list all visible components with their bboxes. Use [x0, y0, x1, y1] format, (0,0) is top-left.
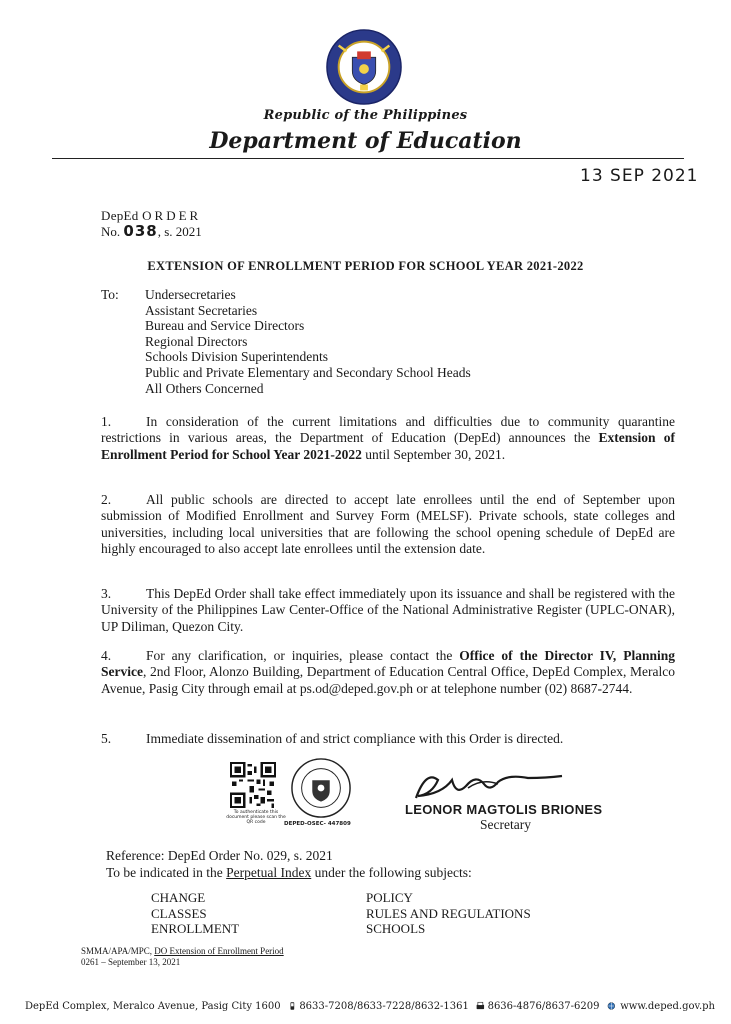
subjects-right [366, 890, 531, 937]
initials-doc: DO Extension of Enrollment Period [154, 946, 284, 956]
deped-seal-stamp [290, 757, 352, 819]
republic-heading: Republic of the Philippines [263, 108, 468, 123]
subject-item: SCHOOLS [366, 921, 426, 936]
reference-line: Reference: DepEd Order No. 029, s. 2021 [106, 848, 333, 863]
subject-item: ENROLLMENT [151, 921, 240, 936]
paragraph-bold-text: Office of the Director IV, Planning Service [101, 648, 675, 680]
initials-prefix: SMMA/APA/MPC, [81, 946, 155, 956]
order-prefix: DepEd [101, 208, 139, 223]
recipient-item: Public and Private Elementary and Secondary School Heads [145, 364, 471, 380]
paragraph-number: 5. [101, 731, 112, 746]
perpetual-index-link: Perpetual Index [226, 865, 312, 880]
paragraph-text: Immediate dissemination of and strict compliance with this Order is directed. [146, 731, 564, 746]
paragraph-2 [101, 492, 675, 557]
footer-fax: 8636-4876/8637-6209 [487, 1000, 600, 1012]
fax-icon [476, 999, 485, 1013]
signatory-name: LEONOR MAGTOLIS BRIONES [405, 802, 603, 817]
globe-icon [607, 999, 616, 1013]
paragraph-text: In consideration of the current limitations and difficulties due to community quarantine restrictions in various areas, the Department of Education (DepEd) announces the [101, 414, 675, 446]
paragraph-text: All public schools are directed to accept late enrollees until the end of September upon submission of Modified Enrollment and Survey Form (MELSF). Private schools, state colleges and universities, including local universities that are following the school opening schedule of DepEd are highly encouraged to also accept late enrollees until the extension date. [101, 492, 675, 556]
footer-address: DepEd Complex, Meralco Avenue, Pasig City 1600 [25, 1000, 281, 1012]
to-label: To: [101, 287, 119, 302]
recipient-item: All Others Concerned [145, 380, 264, 396]
recipient-item: Undersecretaries [145, 287, 236, 302]
paragraph-text: , 2nd Floor, Alonzo Building, Department of Education Central Office, DepEd Complex, Meralco Avenue, Pasig City through email at ps.od@deped.gov.ph or at telephone number (02) 8687-2744. [101, 664, 675, 696]
note-text: To be indicated in the [106, 865, 227, 880]
deped-seal-logo [325, 28, 403, 106]
header-divider [52, 158, 684, 159]
order-series: , s. 2021 [157, 224, 202, 239]
paragraph-3 [101, 586, 675, 635]
document-title: EXTENSION OF ENROLLMENT PERIOD FOR SCHOOL YEAR 2021-2022 [147, 259, 584, 273]
recipient-item: Bureau and Service Directors [145, 318, 305, 334]
footer-website[interactable]: www.deped.gov.ph [620, 1000, 715, 1012]
department-heading: Department of Education [209, 128, 522, 154]
recipient-item: Schools Division Superintendents [145, 349, 328, 365]
paragraph-number: 3. [101, 586, 112, 601]
note-text: under the following subjects: [311, 865, 472, 880]
paragraph-text: until September 30, 2021. [361, 446, 506, 462]
recipient-item: Assistant Secretaries [145, 302, 258, 318]
date-stamp: 13 SEP 2021 [580, 166, 699, 186]
footer-phone: 8633-7208/8633-7228/8632-1361 [299, 1000, 469, 1012]
subject-item: POLICY [366, 890, 413, 905]
paragraph-text: For any clarification, or inquiries, please contact the [146, 648, 460, 663]
paragraph-4 [101, 648, 675, 697]
signatory-title: Secretary [480, 817, 531, 832]
paragraph-1 [101, 414, 675, 463]
paragraph-text: This DepEd Order shall take effect immediately upon its issuance and shall be registered with the University of the Philippines Law Center-Office of the National Administrative Register (UPLC-ONAR), UP Diliman, Quezon City. [101, 586, 675, 634]
paragraph-5 [101, 731, 675, 747]
qr-code[interactable] [230, 762, 276, 808]
recipient-list [145, 287, 471, 396]
order-no-label: No. [101, 224, 121, 239]
paragraph-number: 1. [101, 414, 112, 429]
subjects-left [151, 890, 239, 937]
qr-caption: To authenticate this document please scan the QR code [226, 810, 286, 825]
footer [25, 999, 715, 1013]
order-word: ORDER [142, 208, 202, 223]
order-number-line [101, 222, 202, 240]
initials-date: 0261 – September 13, 2021 [81, 957, 181, 967]
recipient-item: Regional Directors [145, 333, 248, 349]
paragraph-number: 2. [101, 492, 112, 507]
paragraph-bold-text: Extension of Enrollment Period for School Year 2021-2022 [101, 430, 675, 462]
seal-caption: DEPED-OSEC- 447809 [284, 821, 351, 827]
initials-block [81, 946, 284, 968]
perpetual-index-note [106, 865, 472, 881]
phone-icon [288, 999, 297, 1013]
order-number: 038 [123, 222, 158, 240]
subject-item: RULES AND REGULATIONS [366, 905, 531, 921]
subject-item: CLASSES [151, 905, 207, 921]
paragraph-number: 4. [101, 648, 112, 663]
subject-item: CHANGE [151, 890, 206, 905]
